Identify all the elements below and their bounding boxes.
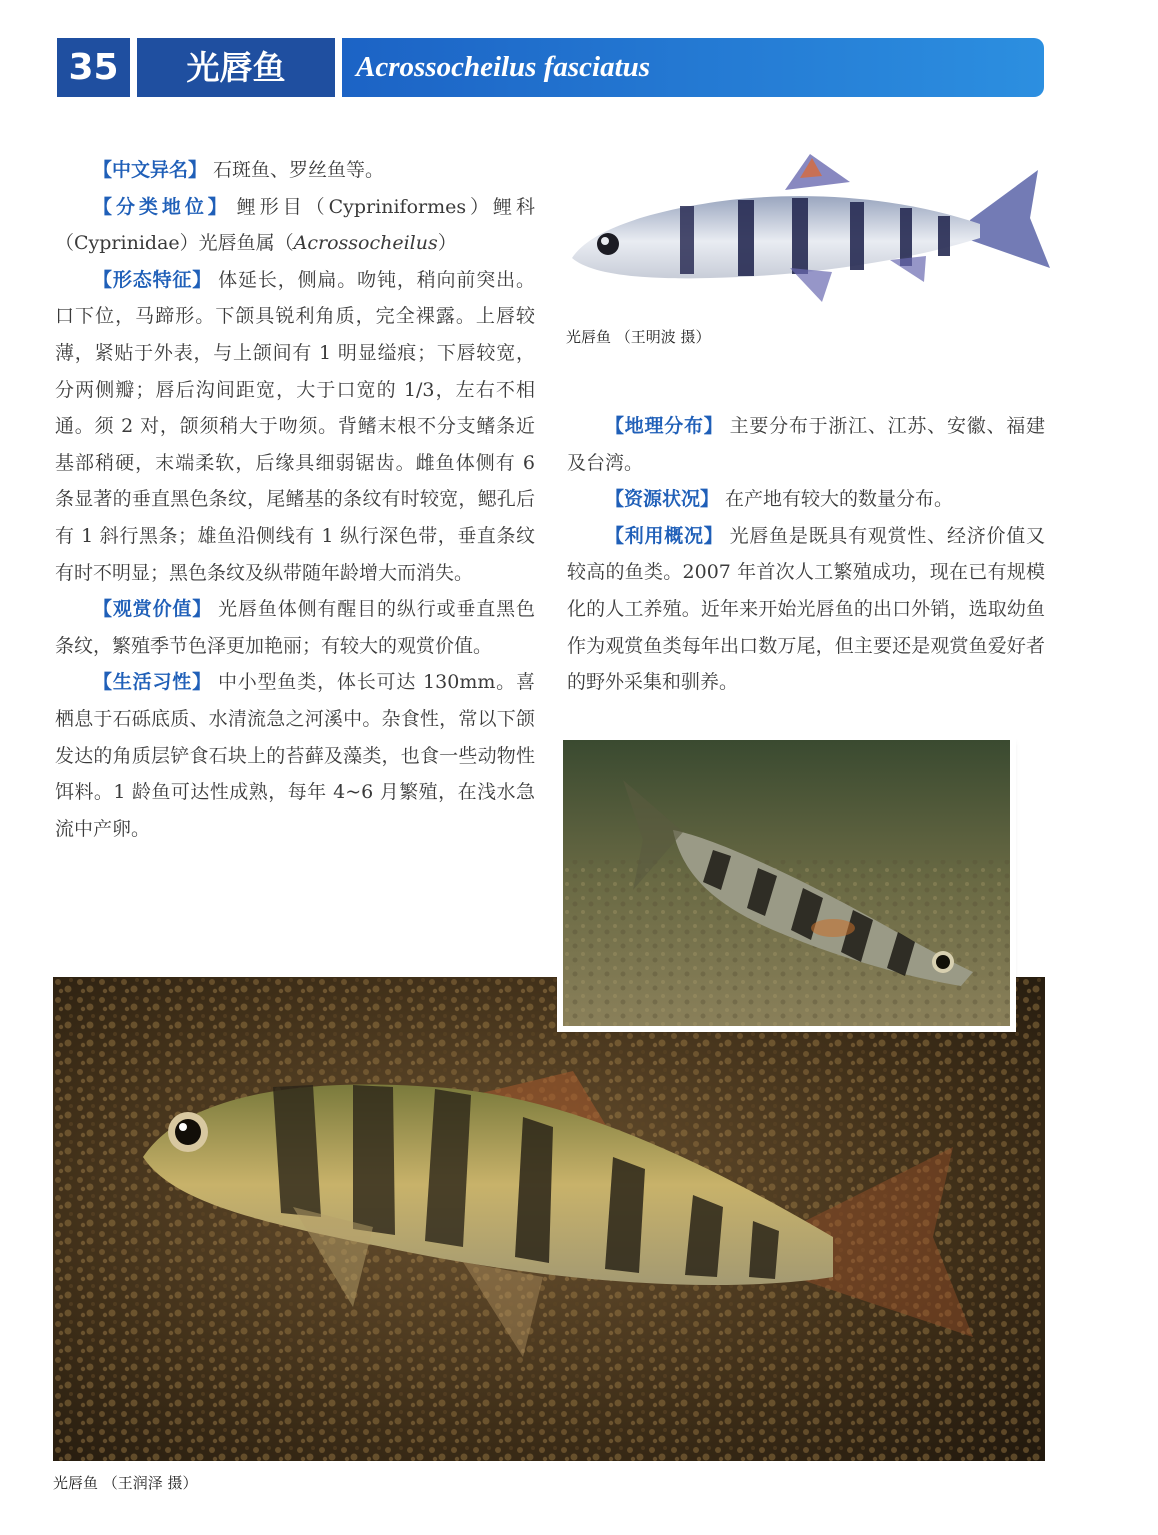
resources-paragraph (567, 481, 1045, 518)
taxonomy-text-end: ） (437, 232, 457, 255)
utilization-term: 【利用概况】 (605, 524, 724, 547)
fish-photo-middle (563, 740, 1010, 1026)
fish-aquarium-icon (563, 740, 1010, 1026)
caption-top: 光唇鱼 （王明波 摄） (566, 328, 711, 346)
taxonomy-text: 鲤形目（Cypriniformes）鲤科（Cyprinidae）光唇鱼属（ (55, 195, 535, 255)
left-column (55, 152, 535, 847)
fish-photo-bottom (53, 977, 1045, 1461)
morphology-text: 体延长，侧扁。吻钝，稍向前突出。口下位，马蹄形。下颌具锐利角质，完全裸露。上唇较薄，紧贴于外表，与上颌间有 1 明显缢痕；下唇较宽，分两侧瓣；唇后沟间距宽，大于口宽的 1/3，左右不相通。须 2 对，颌须稍大于吻须。背鳍末根不分支鳍条近基部稍硬，末端柔软，后缘具细弱锯齿。雌鱼体侧有 6 条显著的垂直黑色条纹，尾鳍基的条纹有时较宽，鳃孔后有 1 斜行黑条；雄鱼沿侧线有 1 纵行深色带，垂直条纹有时不明显；黑色条纹及纵带随年龄增大而消失。 (55, 268, 535, 584)
resources-text: 在产地有较大的数量分布。 (725, 488, 954, 511)
resources-term: 【资源状况】 (605, 488, 720, 511)
alias-term: 【中文异名】 (93, 159, 208, 181)
habits-term: 【生活习性】 (93, 671, 212, 694)
species-name-latin: Acrossocheilus fasciatus (342, 38, 1044, 97)
habits-paragraph (55, 664, 535, 847)
utilization-text: 光唇鱼是既具有观赏性、经济价值又较高的鱼类。2007 年首次人工繁殖成功，现在已有规模化的人工养殖。近年来开始光唇鱼的出口外销，选取幼鱼作为观赏鱼类每年出口数万尾，但主要还是观赏鱼爱好者的野外采集和驯养。 (567, 524, 1045, 694)
caption-bottom: 光唇鱼 （王润泽 摄） (53, 1474, 198, 1492)
alias-paragraph (55, 152, 535, 189)
alias-text: 石斑鱼、罗丝鱼等。 (213, 159, 385, 181)
taxonomy-genus: Acrossocheilus (293, 232, 438, 255)
distribution-term: 【地理分布】 (605, 415, 724, 437)
fish-white-background-icon (560, 148, 1055, 308)
distribution-paragraph (567, 408, 1045, 481)
ornamental-text: 光唇鱼体侧有醒目的纵行或垂直黑色条纹，繁殖季节色泽更加艳丽；有较大的观赏价值。 (55, 598, 535, 657)
morphology-term: 【形态特征】 (93, 268, 213, 291)
morphology-paragraph (55, 262, 535, 591)
right-column (567, 408, 1045, 701)
taxonomy-paragraph (55, 189, 535, 262)
ornamental-term: 【观赏价值】 (93, 598, 213, 621)
taxonomy-term: 【分类地位】 (93, 195, 231, 218)
page-header (57, 38, 1044, 97)
distribution-text: 主要分布于浙江、江苏、安徽、福建及台湾。 (567, 415, 1045, 474)
fish-gravel-icon (53, 977, 1045, 1461)
fish-photo-top (560, 148, 1055, 308)
utilization-paragraph (567, 518, 1045, 701)
species-name-chinese: 光唇鱼 (137, 38, 335, 97)
habits-text: 中小型鱼类，体长可达 130mm。喜栖息于石砾底质、水清流急之河溪中。杂食性，常以下颌发达的角质层铲食石块上的苔藓及藻类，也食一些动物性饵料。1 龄鱼可达性成熟，每年 4~6 月繁殖，在浅水急流中产卵。 (55, 671, 535, 840)
species-number: 35 (57, 38, 130, 97)
ornamental-paragraph (55, 591, 535, 664)
